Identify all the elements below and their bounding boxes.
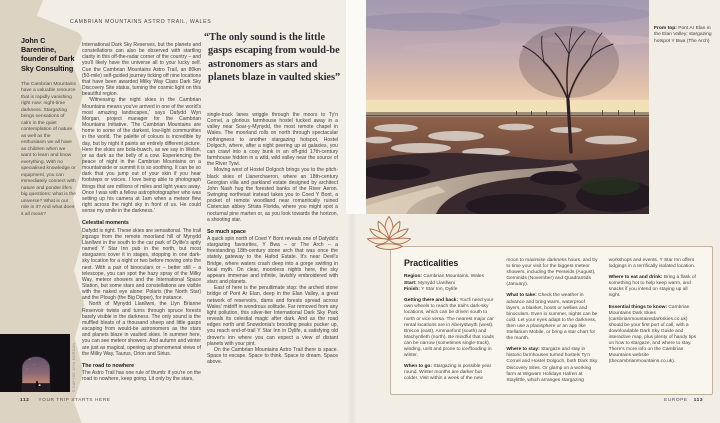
photo-caption-lead: From top:	[654, 26, 677, 31]
section-kicker: CAMBRIAN MOUNTAINS ASTRO TRAIL, WALES	[70, 19, 212, 25]
practicality-getting-there	[404, 298, 495, 359]
practicality-text: Check the weather in advance and bring warm, waterproof layers, a blanket, boots or wellies and binoculars. Even in summer, nights can be cold. Let your eyes adapt to the darkness, then use a planisphere or an app like Stellarium Mobile, or bring a star chart for the month.	[506, 293, 598, 342]
practicality-finish	[404, 287, 495, 293]
practicality-where-to-eat	[609, 275, 700, 299]
article-paragraph: Moving west of Hostel Dolgoch brings you to the pitch-black skies of Llanerchaeron, where an 18th-century Georgian villa and parkland estate designed by architect John Nash hug the forested banks of the River Aeron. Swinging northeast instead takes you to Coed Y Bont, a pocket of remote woodland near romantically ruined Cistercian abbey Strata Florida, where you might spot a nocturnal pine marten or, as you look towards the horizon, a shooting star.	[207, 167, 338, 223]
practicality-value: Cambrian Mountains, Wales	[423, 274, 485, 279]
elan-valley-photo	[366, 0, 649, 214]
article-paragraph: The Astro Trail has one rule of thumb: if you're on the road to nowhere, keep going. Lit only by the stars,	[82, 370, 201, 383]
practicality-label: Where to stay:	[506, 347, 540, 353]
article-paragraph: Dafydd is right. These skies are sensational. The trail zigzags from the remote moorland hill of Mynydd Llanllwni in the south to the car park of Dylife's aptly named Y Star Inn pub in the north, but most stargazers cover it in stages, stopping in one dark-sky location for a night or two before moving onto the next. With a pair of binoculars or – better still – a telescope, you can spot the hazy spray of the Milky Way, meteor showers and the International Space Station, but some stars and constellations are visible with the naked eye alone: Polaris (the North Star) and the Plough (the Big Dipper), for instance.	[82, 227, 201, 302]
practicality-label: Region:	[404, 274, 423, 279]
footer-right	[664, 398, 703, 403]
page-number-right: 113	[693, 398, 704, 403]
photo-gutter	[346, 0, 368, 214]
lotus-flower-art	[364, 213, 414, 255]
article-paragraph: On the Cambrian Mountains Astro Trail there is space. Space to escape. Space to think. Space to dream. Space above.	[207, 346, 338, 366]
practicality-text: You'll need your own wheels to reach the trail's dark-sky locations, which can be driven south to north or vice versa. The nearest major car rental locations are in Aberystwyth (west), Brecon (east), Ammanford (south) and Machynlleth (north). Be mindful that roads can be narrow (sometimes single-track), winding, unlit and prone to ice/flooding in winter.	[404, 298, 494, 359]
practicalities-box	[390, 246, 713, 395]
practicality-label: What to take:	[506, 293, 537, 299]
article-paragraph: North of Mynydd Llanllwni, the Llyn Brianne Reservoir twists and turns through spruce forests barely visible in the darkness. The only sound is the muffled bleats of a thousand sheep and little gasps escaping from would-be astronomers as the stars and planets blaze in vaulted skies. In summer here, you can see meteor showers. And autumn and winter are just as magical, opening up phenomenal views of the Milky Way, Taurus, Orion and Sirius.	[82, 301, 201, 357]
subhead-celestial-moments: Celestial moments	[82, 220, 129, 227]
practicality-label: Where to eat and drink:	[608, 275, 663, 281]
lotus-flower-icon	[364, 213, 414, 255]
practicality-label: When to go:	[404, 364, 432, 370]
article-paragraph: 'Witnessing the night skies in the Cambrian Mountains means you've arrived in one of the world's most amazing landscapes,' says Dafydd Wyn Morgan, project manager for the Cambrian Mountains Initiative. 'The Cambrian Mountains are home to some of the darkest, low-light communities in the world. The palette of colours is incredible by day, but by night it paints an entirely different picture. Here the skies are bola-buwch, as we say in Welsh, or as dark as the belly of a cow. Experiencing the peace of night in the Cambrian Mountains on a mountainside or summit it is so soothing. It can be so dark that you jump out of your skin if you hear footsteps or voices. I love being able to photograph things that are millions of miles and light years away. Once I was with a fellow astrophotographer who was setting up his camera at 1am when a meteor flew right across the night sky in front of us. He could sense my smile in the darkness.'	[82, 97, 201, 215]
practicality-label: Essential things to know:	[608, 304, 668, 310]
practicality-text: Stargaze and stay in historic farmhouses turned hostels Ty'n Cornel and Hostel Dolgoch, both Dark Sky Discovery Sites. Or glamp on a working farm at Wigwam Holidays Hafren at Staylittle, which arranges stargazing workshops and events. Y Star Inn offers lodgings in a terrifically isolated location.	[506, 258, 696, 383]
photo-caption	[654, 26, 716, 45]
page-number-left: 112	[20, 398, 30, 403]
expert-name-title: John C Barentine, founder of Dark Sky Consulting	[21, 36, 75, 73]
expert-quote-body: The Cambrian Mountains have a valuable resource that is rapidly vanishing right now: night-time darkness. Stargazing brings sensations of calm in the quiet contemplation of nature as well as the enthusiasm we all have as children when we want to learn and know everything. With no specialised knowledge or equipment, you can immediately connect with nature and ponder life's big questions: what is the universe? What is our role in it? And what does it all mean?	[21, 81, 76, 217]
practicality-value: Mynydd Llanllwni	[418, 280, 455, 286]
expert-sidebar	[21, 36, 76, 218]
practicality-text: Bring a flask of something hot to help keep warm, and snacks if you intend on staying up all night.	[608, 275, 696, 299]
elan-valley-photo-art	[366, 0, 649, 214]
practicality-text: Stargazing is possible year round. Winter months are darker but colder. Visit within a week of the new moon to maximise darkness hours, and try to time your visit for the biggest meteor showers, including the Perseids (August), Geminids (November) and Quadrantids (January).	[404, 258, 598, 382]
article-paragraph: A quick spin north of Coed Y Bont reveals one of Dafydd's stargazing favourites, Y Bwa – or The Arch – a freestanding 18th-century stone arch that was once the stately gateway to the Hafod Estate. It's near Devil's Bridge, where waters crash deep into a gorge swirling in local myth. On clear, moonless nights here, the sky appears immense and infinite, lavishly embroidered with stars and planets.	[207, 236, 338, 286]
practicality-region	[404, 274, 495, 280]
practicality-text: Cambrian Mountains Dark Skies (cambrianmountainsdarkskies.co.uk) should be your first port of call, with a downloadable Dark Sky Guide and interactive map, plus plenty of handy tips on how to stargaze, and where to stay. There's more info on the Cambrian Mountains website (thecambrianmountains.co.uk).	[608, 304, 697, 365]
practicality-essential-info	[609, 305, 700, 366]
practicality-label: Getting there and back:	[404, 298, 459, 304]
article-column-1	[82, 42, 201, 394]
footer-right-label: EUROPE	[664, 398, 688, 403]
practicality-start	[404, 281, 495, 287]
practicalities-columns	[404, 258, 700, 386]
article-paragraph: East of here is the penultimate stop: the arched stone bridge of Pont Ar Elan, deep in the Elan Valley, a great network of reservoirs, dams and forests spread across Wales' midriff in wondrous solitude. Far removed from any light pollution, this silver-tier International Dark Sky Park reveals its celestial magic after dark. And as the road edges north and Snowdonia's brooding peaks pucker up, you reach end-of-trail Y Star Inn in Dylife, a satisfying old drover's inn where you can expect a view of distant planets with your pint.	[207, 285, 338, 347]
practicalities-title: Practicalities	[404, 258, 459, 268]
practicality-label: Start:	[404, 280, 417, 286]
arch-night-photo-art	[0, 334, 70, 392]
footer-left	[20, 398, 111, 403]
article-column-2	[207, 112, 338, 394]
article-paragraph: International Dark Sky Reserves, but the planets and constellations can also be observed with startling clarity in this off-the-radar corner of the country – and you'll likely have the universe all to your lucky self. Cue the Cambrian Mountains Astro Trail, an 80km (50-mile) self-guided journey ticking off nine locations that have been awarded Milky Way Class Dark Sky Discovery Site status, turning the cosmic light on this beautiful region.	[82, 42, 201, 98]
subhead-road-to-nowhere: The road to nowhere	[82, 362, 135, 369]
pull-quote: “The only sound is the little gasps escaping from would-be astronomers as stars and planets blaze in vaulted skies”	[204, 32, 341, 84]
arch-night-photo	[0, 334, 70, 392]
footer-left-label: YOUR TRIP STARTS HERE	[38, 398, 111, 403]
practicality-what-to-take	[506, 293, 597, 342]
photo-credit: © DAFYDD WYN MORGAN	[72, 342, 76, 392]
practicality-value: Y Star Inn, Dylife	[421, 287, 458, 293]
photo-caption-text: Pont Ar Elan in the Elan Valley; stargazing hotspot Y Bwa (The Arch)	[654, 26, 712, 44]
article-paragraph: single-track lanes wriggle through the moors to Ty'n Cornel, a glorious farmhouse hostel tucked away in a valley near Soar-y-Mynydd, the most remote chapel in Wales. The moorland rolls on north through spectacular nothingness to another stargazing hotspot, Hostel Dolgoch, where, after a night peering up at galaxies, you can crawl into a cosy bunk in an off-grid 17th-century farmhouse hidden in a wild, wild valley near the source of the River Tywi.	[207, 112, 338, 168]
practicality-label: Finish:	[404, 287, 420, 293]
subhead-so-much-space: So much space	[207, 228, 246, 235]
